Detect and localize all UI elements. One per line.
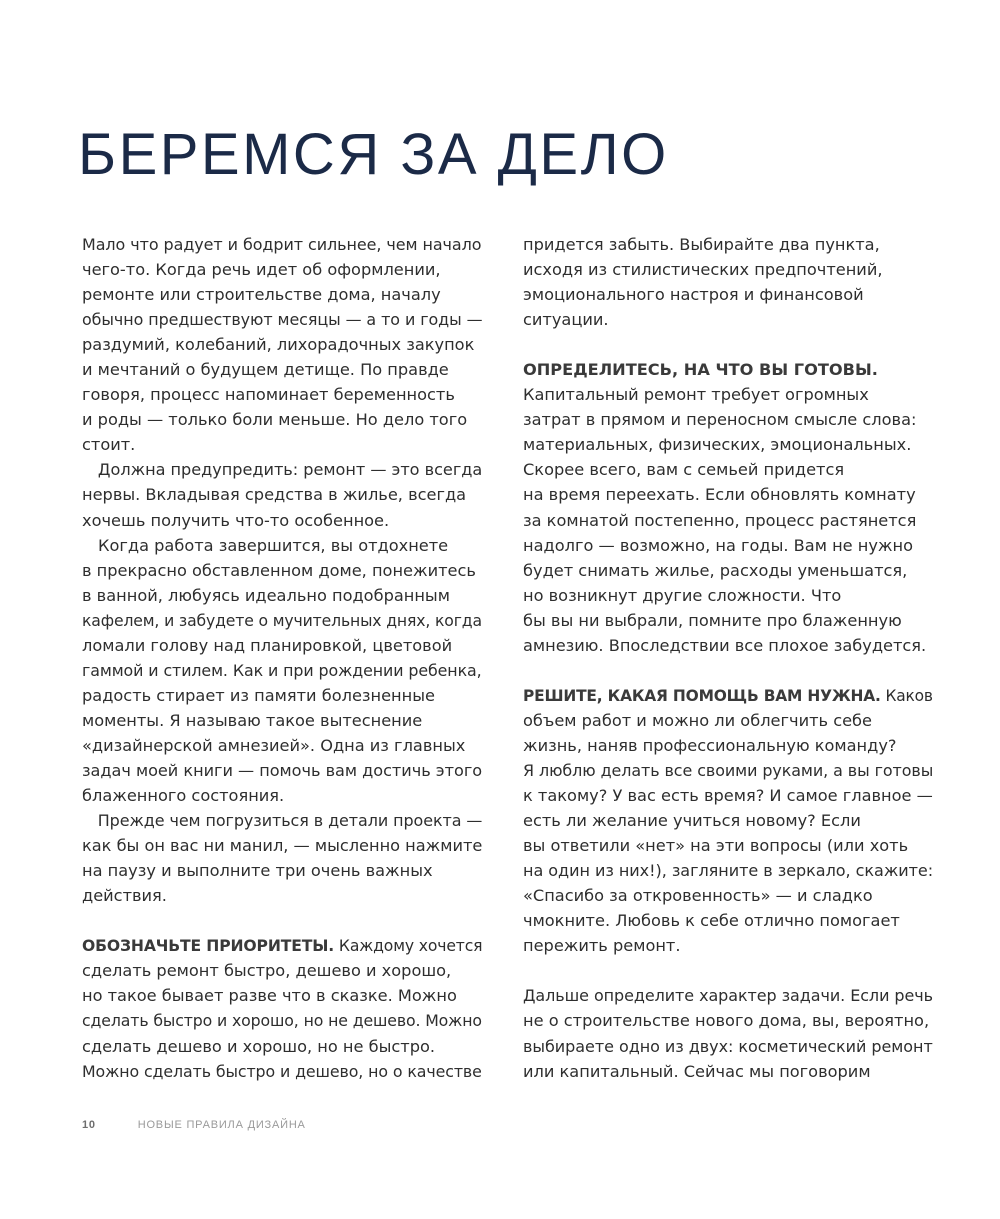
text-line: сделать быстро и хорошо, но не дешево. Можно (82, 1011, 482, 1031)
text-run: Каждому хочется (334, 936, 483, 956)
text-line: говоря, процесс напоминает беременность (82, 385, 455, 405)
text-line: нервы. Вкладывая средства в жилье, всегда (82, 485, 467, 505)
text-line: и мечтаний о будущем детище. По правде (82, 360, 449, 380)
text-line: ломали голову над планировкой, цветовой (82, 635, 453, 655)
text-line: пережить ремонт. (523, 936, 681, 956)
text-line: эмоционального настроя и финансовой (523, 285, 864, 305)
text-line: жизнь, наняв профессиональную команду? (523, 735, 897, 755)
text-line: исходя из стилистических предпочтений, (523, 260, 883, 280)
text-line: и роды — только боли меньше. Но дело того (82, 410, 468, 430)
text-line: ситуации. (523, 310, 609, 330)
text-line: надолго — возможно, на годы. Вам не нужно (523, 535, 913, 555)
text-line: или капитальный. Сейчас мы поговорим (523, 1061, 871, 1081)
text-line: чмокните. Любовь к себе отлично помогает (523, 911, 900, 931)
text-line: придется забыть. Выбирайте два пункта, (523, 235, 880, 254)
text-line: чего-то. Когда речь идет об оформлении, (82, 260, 441, 280)
text-line: амнезию. Впоследствии все плохое забудется. (523, 635, 927, 655)
section-heading-readiness: ОПРЕДЕЛИТЕСЬ, НА ЧТО ВЫ ГОТОВЫ. (523, 360, 878, 380)
text-line: Капитальный ремонт требует огромных (523, 385, 869, 405)
text-line: «дизайнерской амнезией». Одна из главных (82, 735, 466, 755)
text-line: материальных, физических, эмоциональных. (523, 435, 912, 455)
text-line: «Спасибо за откровенность» — и сладко (523, 886, 873, 906)
text-line: Когда работа завершится, вы отдохнете (98, 535, 449, 555)
text-line: объем работ и можно ли облегчить себе (523, 710, 873, 730)
text-line: Прежде чем погрузиться в детали проекта — (97, 811, 483, 831)
running-title: НОВЫЕ ПРАВИЛА ДИЗАЙНА (137, 1119, 306, 1131)
text-line: хочешь получить что-то особенное. (82, 510, 390, 530)
section-heading-help: РЕШИТЕ, КАКАЯ ПОМОЩЬ ВАМ НУЖНА. (523, 685, 881, 705)
text-line: на паузу и выполните три очень важных (82, 861, 433, 881)
left-column (82, 232, 482, 1084)
text-line: но такое бывает разве что в сказке. Можно (82, 986, 457, 1006)
text-line: задач моей книги — помочь вам достичь этого (82, 760, 483, 780)
text-line: блаженного состояния. (82, 786, 285, 806)
text-line: сделать дешево и хорошо, но не быстро. (82, 1036, 436, 1056)
paragraph-gap (523, 958, 933, 983)
text-line: обычно предшествуют месяцы — а то и годы — (82, 310, 483, 330)
text-run: Каков (880, 685, 933, 705)
text-line: радость стирает из памяти болезненные (82, 685, 435, 705)
text-line: в ванной, любуясь идеально подобранным (82, 585, 450, 605)
text-line (82, 933, 483, 958)
text-line: сделать ремонт быстро, дешево и хорошо, (82, 961, 452, 981)
text-line (523, 683, 933, 708)
paragraph-gap (523, 658, 933, 683)
text-line: не о строительстве нового дома, вы, вероятно, (523, 1011, 930, 1031)
text-line: затрат в прямом и переносном смысле слова: (523, 410, 917, 430)
text-line: Дальше определите характер задачи. Если речь (523, 986, 933, 1006)
text-line: но возникнут другие сложности. Что (523, 585, 842, 605)
text-line: Скорее всего, вам с семьей придется (523, 460, 845, 480)
text-line: на время переехать. Если обновлять комнату (523, 485, 916, 505)
paragraph-gap (82, 908, 482, 933)
text-line: ремонте или строительстве дома, началу (82, 285, 441, 305)
text-line: как бы он вас ни манил, — мысленно нажмите (82, 836, 483, 856)
text-line: в прекрасно обставленном доме, понежитесь (82, 560, 476, 580)
text-line: за комнатой постепенно, процесс растянется (523, 510, 917, 530)
page-number: 10 (82, 1119, 96, 1131)
text-line: выбираете одно из двух: косметический ремонт (523, 1036, 933, 1056)
section-heading-priorities: ОБОЗНАЧЬТЕ ПРИОРИТЕТЫ. (82, 936, 335, 956)
text-line: раздумий, колебаний, лихорадочных закупок (82, 335, 475, 355)
text-line: бы вы ни выбрали, помните про блаженную (523, 610, 902, 630)
text-line: действия. (82, 886, 167, 906)
text-line: стоит. (82, 435, 136, 455)
text-line: к такому? У вас есть время? И самое главное — (523, 786, 933, 806)
text-line: Мало что радует и бодрит сильнее, чем начало (82, 235, 482, 254)
text-line: моменты. Я называю такое вытеснение (82, 710, 423, 730)
text-line: Я люблю делать все своими руками, а вы готовы (523, 760, 934, 780)
right-column (523, 232, 933, 1084)
text-line: есть ли желание учиться новому? Если (523, 811, 861, 831)
text-line: на один из них!), загляните в зеркало, скажите: (523, 861, 934, 881)
text-line: Можно сделать быстро и дешево, но о качестве (82, 1061, 482, 1081)
page-title: БЕРЕМСЯ ЗА ДЕЛО (78, 122, 669, 187)
text-line: вы ответили «нет» на эти вопросы (или хоть (523, 836, 909, 856)
paragraph-gap (523, 332, 933, 357)
text-line: гаммой и стилем. Как и при рождении ребенка, (82, 660, 482, 680)
text-line: будет снимать жилье, расходы уменьшатся, (523, 560, 908, 580)
text-line: кафелем, и забудете о мучительных днях, когда (82, 610, 482, 630)
text-line: Должна предупредить: ремонт — это всегда (97, 460, 483, 480)
page-footer (82, 1119, 306, 1131)
